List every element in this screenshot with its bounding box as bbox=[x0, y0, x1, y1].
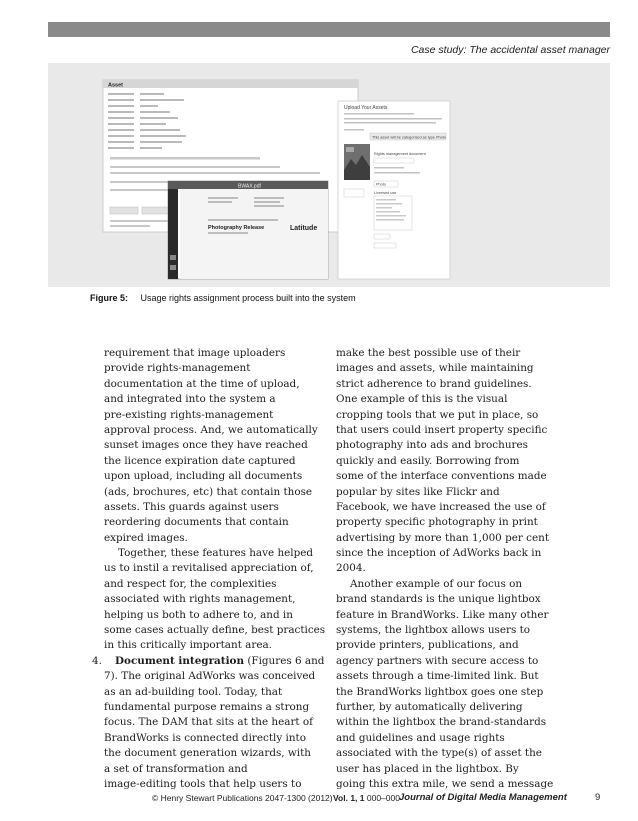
text-line: advertising by more than 1,000 per cent bbox=[336, 531, 549, 544]
text-line: a set of transformation and bbox=[104, 762, 248, 775]
text-line: make the best possible use of their bbox=[336, 347, 521, 359]
text-line: and respect for, the complexities bbox=[104, 577, 277, 590]
text-line: and guidelines and usage rights bbox=[336, 731, 505, 744]
text-line: assets. This guards against users bbox=[104, 500, 279, 513]
text-line: agency partners with secure access to bbox=[336, 654, 539, 667]
text-line: the BrandWorks lightbox goes one step bbox=[336, 685, 544, 698]
header-rule bbox=[48, 22, 610, 37]
volume-info bbox=[333, 793, 400, 803]
text-line: associated with the type(s) of asset the bbox=[336, 747, 542, 760]
text-line: in this critically important area. bbox=[104, 639, 272, 652]
list-heading: Document integration bbox=[115, 654, 245, 667]
figure-caption-text: Usage rights assignment process built into the system bbox=[140, 293, 356, 303]
text-line: Facebook, we have increased the use of bbox=[336, 500, 546, 513]
text-line: as an ad-building tool. Today, that bbox=[104, 685, 283, 698]
text-line: 2004. bbox=[336, 562, 366, 575]
side-list-label: Licensed use bbox=[374, 191, 397, 195]
text-line: strict adherence to brand guidelines. bbox=[336, 377, 532, 390]
text-line: associated with rights management, bbox=[104, 593, 296, 606]
text-line: images and assets, while maintaining bbox=[336, 362, 534, 375]
text-line: helping us both to adhere to, and in bbox=[104, 608, 293, 621]
card-heading: Photography Release bbox=[208, 225, 265, 231]
text-line: since the inception of AdWorks back in bbox=[336, 547, 542, 560]
side-note: This asset will be categorised as type Photo bbox=[372, 135, 446, 140]
volume-number: Vol. 1, 1 bbox=[333, 793, 365, 803]
text-line: the licence expiration date captured bbox=[104, 454, 296, 467]
text-line: image-editing tools that help users to bbox=[104, 777, 302, 790]
text-line: 7). The original AdWorks was conceived bbox=[104, 670, 316, 683]
screenshot-illustration bbox=[48, 63, 610, 287]
list-number: 4. bbox=[92, 654, 102, 667]
text-line: cropping tools that we put in place, so bbox=[336, 408, 539, 421]
text-line: further, by automatically delivering bbox=[336, 700, 523, 713]
text-line: (Figures 6 and bbox=[244, 654, 325, 667]
journal-title: Journal of Digital Media Management bbox=[399, 792, 567, 803]
text-line: some of the interface conventions made bbox=[336, 470, 547, 483]
text-line: photography into ads and brochures bbox=[336, 439, 528, 452]
text-line: and integrated into the system a bbox=[104, 393, 276, 406]
window-title: BWAX.pdf bbox=[238, 183, 261, 190]
side-select: Photo bbox=[376, 182, 386, 187]
text-line: expired images. bbox=[104, 531, 188, 544]
figure-label: Figure 5: bbox=[90, 293, 129, 303]
text-line: feature in BrandWorks. Like many other bbox=[336, 608, 549, 621]
side-field-label: Rights management document bbox=[374, 152, 426, 156]
side-title: Upload Your Assets bbox=[344, 105, 388, 111]
text-line: popular by sites like Flickr and bbox=[336, 485, 500, 498]
text-line: Together, these features have helped bbox=[118, 547, 314, 560]
text-line: pre-existing rights-management bbox=[104, 408, 274, 421]
text-line: within the lightbox the brand-standards bbox=[336, 716, 547, 729]
running-title: Case study: The accidental asset manager bbox=[410, 44, 610, 56]
text-line: provide rights-management bbox=[104, 362, 251, 375]
page-number: 9 bbox=[595, 792, 601, 803]
text-line: systems, the lightbox allows users to bbox=[336, 624, 531, 637]
page-range: 000–000 bbox=[364, 793, 400, 803]
text-line: some cases actually define, best practices bbox=[104, 624, 326, 637]
text-line: assets through a time-limited link. But bbox=[336, 670, 539, 683]
text-line: One example of this is the visual bbox=[336, 393, 508, 406]
text-line: going this extra mile, we send a message bbox=[336, 777, 554, 790]
text-line: requirement that image uploaders bbox=[104, 347, 286, 359]
text-line: documentation at the time of upload, bbox=[104, 377, 300, 390]
text-line: us to instil a revitalised appreciation of, bbox=[104, 562, 314, 575]
text-line: that users could insert property specific bbox=[336, 423, 548, 436]
text-line: quickly and easily. Borrowing from bbox=[336, 454, 520, 467]
list-item-first-line bbox=[92, 654, 325, 669]
text-line: (ads, brochures, etc) that contain those bbox=[104, 485, 313, 498]
text-line: brand standards is the unique lightbox bbox=[336, 593, 541, 606]
text-line: upon upload, including all documents bbox=[104, 470, 303, 483]
copyright: © Henry Stewart Publications 2047-1300 (2012) bbox=[152, 793, 333, 803]
text-line: property specific photography in print bbox=[336, 516, 538, 529]
figure-caption bbox=[90, 293, 610, 303]
text-line: user has placed in the lightbox. By bbox=[336, 762, 519, 775]
panel-title: Asset bbox=[108, 82, 123, 89]
text-line: sunset images once they have reached bbox=[104, 439, 308, 452]
text-line: the document generation wizards, with bbox=[104, 747, 311, 760]
text-line: BrandWorks is connected directly into bbox=[104, 731, 306, 744]
right-column bbox=[336, 346, 554, 792]
card-logo: Latitude bbox=[290, 225, 318, 232]
text-line: provide printers, publications, and bbox=[336, 639, 519, 652]
text-line: approval process. And, we automatically bbox=[104, 423, 318, 436]
left-column bbox=[92, 346, 326, 792]
text-line: Another example of our focus on bbox=[350, 577, 523, 590]
figure-image bbox=[48, 63, 610, 287]
text-line: fundamental purpose remains a strong bbox=[104, 700, 310, 713]
text-line: focus. The DAM that sits at the heart of bbox=[104, 716, 313, 729]
text-line: reordering documents that contain bbox=[104, 516, 289, 529]
